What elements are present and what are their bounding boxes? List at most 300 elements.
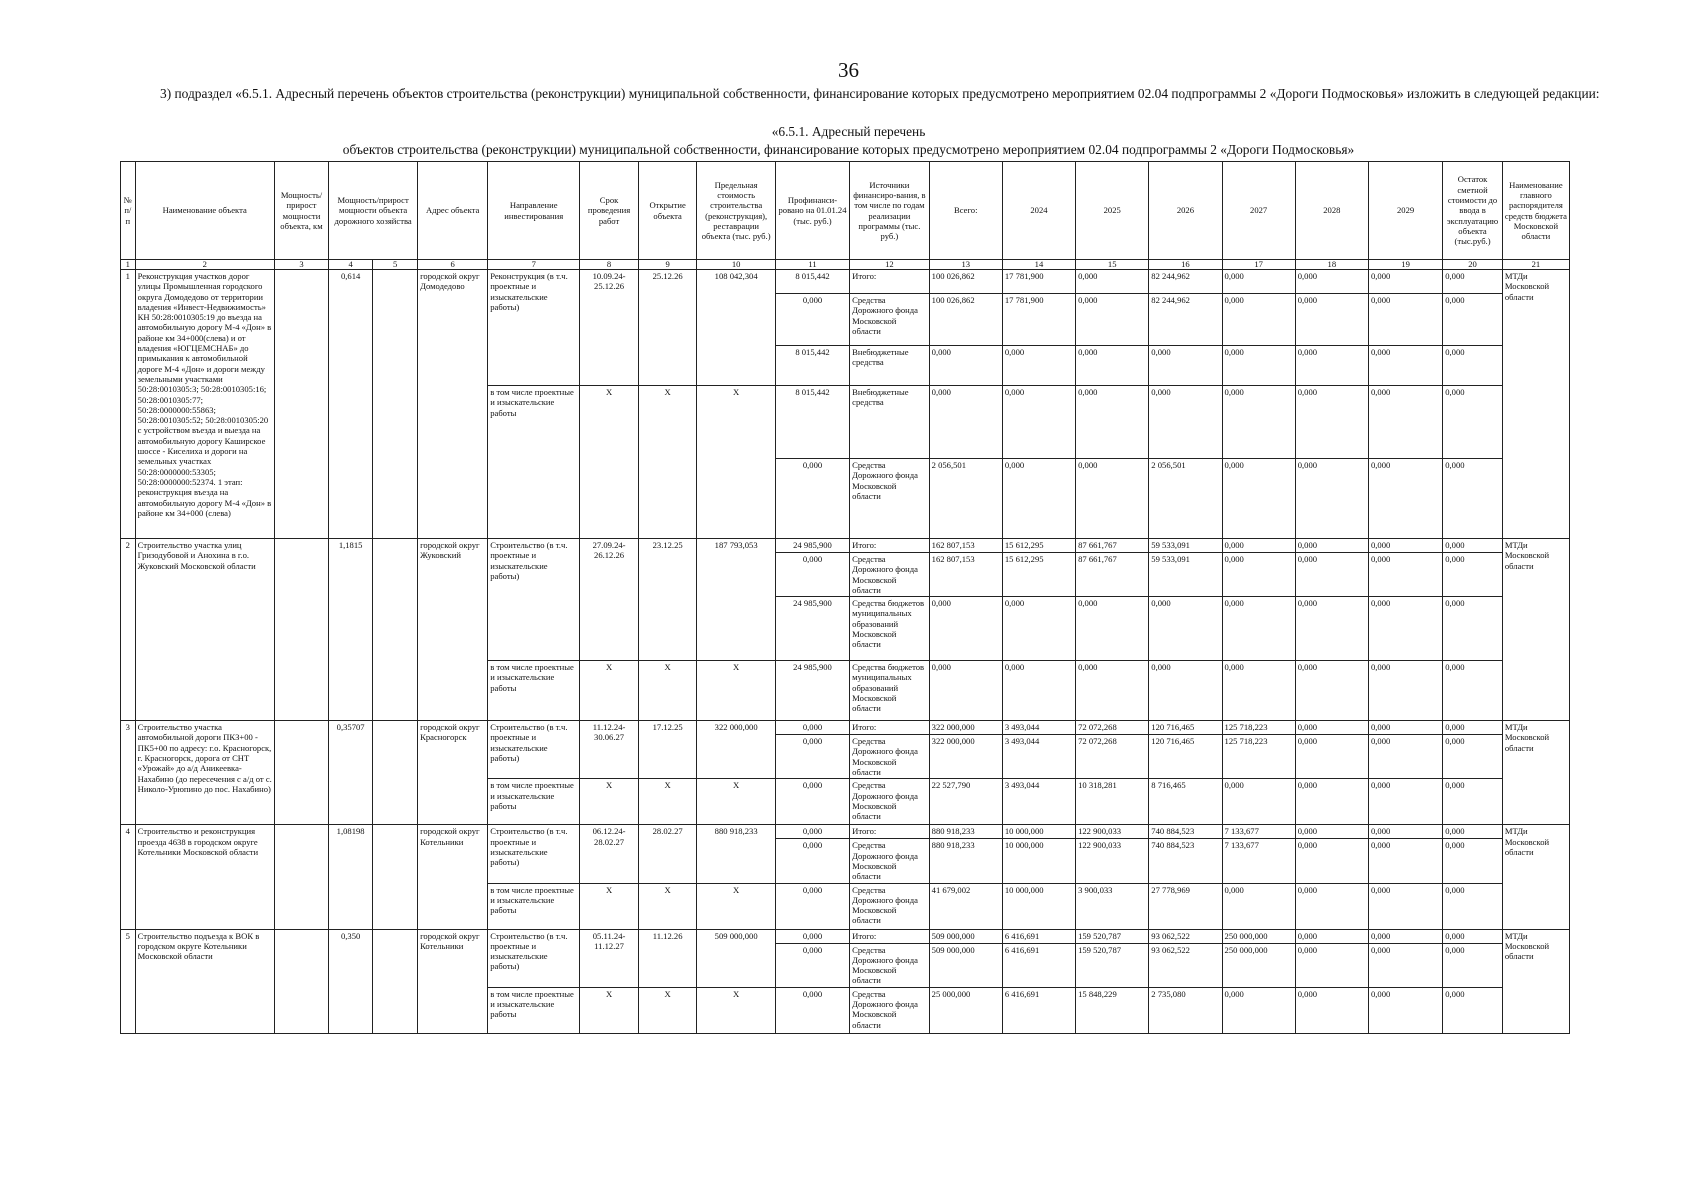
header-cell: № п/п — [121, 162, 136, 260]
amount-2025: 3 900,033 — [1076, 883, 1149, 929]
financed-amount: 0,000 — [775, 825, 849, 839]
financed-amount: 0,000 — [775, 779, 849, 825]
amount-2028: 0,000 — [1295, 597, 1368, 661]
remaining-cost: 0,000 — [1443, 943, 1503, 987]
header-cell: Срок проведения работ — [580, 162, 639, 260]
amount-2025: 0,000 — [1076, 459, 1149, 539]
amount-2027: 0,000 — [1222, 539, 1295, 553]
financed-amount: 0,000 — [775, 839, 849, 883]
financed-amount: 0,000 — [775, 735, 849, 779]
header-cell: Предельная стоимость строительства (реконструкция), реставрации объекта (тыс. руб.) — [697, 162, 775, 260]
amount-2028: 0,000 — [1295, 929, 1368, 943]
total-amount: 0,000 — [929, 386, 1002, 459]
amount-2024: 17 781,900 — [1002, 294, 1075, 346]
amount-2028: 0,000 — [1295, 779, 1368, 825]
total-amount: 162 807,153 — [929, 553, 1002, 597]
amount-2027: 0,000 — [1222, 987, 1295, 1033]
max-cost: 880 918,233 — [697, 825, 775, 883]
remaining-cost: 0,000 — [1443, 721, 1503, 735]
amount-2026: 0,000 — [1149, 346, 1222, 386]
column-number: 21 — [1502, 260, 1569, 270]
amount-2026: 0,000 — [1149, 386, 1222, 459]
budget-manager: МТДи Московской области — [1502, 539, 1569, 721]
header-cell: Наименование объекта — [135, 162, 274, 260]
object-opening: X — [638, 661, 697, 721]
column-number: 3 — [274, 260, 328, 270]
total-amount: 162 807,153 — [929, 539, 1002, 553]
object-opening: X — [638, 987, 697, 1033]
amount-2029: 0,000 — [1368, 721, 1442, 735]
amount-2028: 0,000 — [1295, 825, 1368, 839]
amount-2026: 0,000 — [1149, 661, 1222, 721]
funding-source: Итого: — [850, 721, 930, 735]
funding-source: Средства Дорожного фонда Московской области — [850, 294, 930, 346]
amount-2024: 10 000,000 — [1002, 883, 1075, 929]
amount-2025: 15 848,229 — [1076, 987, 1149, 1033]
amount-2024: 15 612,295 — [1002, 539, 1075, 553]
amount-2026: 93 062,522 — [1149, 943, 1222, 987]
header-cell: 2026 — [1149, 162, 1222, 260]
amount-2029: 0,000 — [1368, 929, 1442, 943]
amount-2029: 0,000 — [1368, 539, 1442, 553]
header-cell: 2024 — [1002, 162, 1075, 260]
total-amount: 880 918,233 — [929, 825, 1002, 839]
total-amount: 100 026,862 — [929, 270, 1002, 294]
column-number: 13 — [929, 260, 1002, 270]
intro-paragraph: 3) подраздел «6.5.1. Адресный перечень объектов строительства (реконструкции) муниципальной собственности, финансирование которых предусмотрено мероприятием 02.04 подпрограммы 2 «Дороги Подмосковья» изложить в следующей редакции: — [160, 86, 1600, 101]
investment-direction: Строительство (в т.ч. проектные и изыскательские работы) — [488, 929, 580, 987]
amount-2025: 0,000 — [1076, 597, 1149, 661]
table-row — [121, 270, 1570, 294]
column-number: 11 — [775, 260, 849, 270]
amount-2024: 6 416,691 — [1002, 987, 1075, 1033]
remaining-cost: 0,000 — [1443, 735, 1503, 779]
amount-2029: 0,000 — [1368, 735, 1442, 779]
object-capacity — [274, 721, 328, 825]
amount-2027: 0,000 — [1222, 883, 1295, 929]
remaining-cost: 0,000 — [1443, 661, 1503, 721]
financed-amount: 24 985,900 — [775, 661, 849, 721]
amount-2025: 72 072,268 — [1076, 735, 1149, 779]
total-amount: 322 000,000 — [929, 735, 1002, 779]
investment-direction: Строительство (в т.ч. проектные и изыскательские работы) — [488, 825, 580, 883]
object-capacity — [274, 539, 328, 721]
table-row — [121, 721, 1570, 735]
total-amount: 22 527,790 — [929, 779, 1002, 825]
amount-2024: 6 416,691 — [1002, 943, 1075, 987]
amount-2024: 10 000,000 — [1002, 825, 1075, 839]
amount-2024: 10 000,000 — [1002, 839, 1075, 883]
amount-2027: 0,000 — [1222, 459, 1295, 539]
remaining-cost: 0,000 — [1443, 987, 1503, 1033]
budget-manager: МТДи Московской области — [1502, 270, 1569, 539]
amount-2025: 159 520,787 — [1076, 929, 1149, 943]
amount-2028: 0,000 — [1295, 346, 1368, 386]
object-opening: 25.12.26 — [638, 270, 697, 386]
column-number: 12 — [850, 260, 930, 270]
page-number: 36 — [838, 58, 859, 82]
amount-2028: 0,000 — [1295, 539, 1368, 553]
financed-amount: 0,000 — [775, 294, 849, 346]
object-name: Строительство и реконструкция проезда 4638 в городском округе Котельники Московской области — [135, 825, 274, 929]
amount-2025: 0,000 — [1076, 346, 1149, 386]
column-number: 5 — [373, 260, 418, 270]
work-period: 27.09.24-26.12.26 — [580, 539, 639, 661]
total-amount: 2 056,501 — [929, 459, 1002, 539]
amount-2027: 125 718,223 — [1222, 721, 1295, 735]
road-capacity-extra — [373, 721, 418, 825]
financed-amount: 0,000 — [775, 459, 849, 539]
amount-2028: 0,000 — [1295, 721, 1368, 735]
amount-2028: 0,000 — [1295, 294, 1368, 346]
amount-2026: 120 716,465 — [1149, 735, 1222, 779]
total-amount: 322 000,000 — [929, 721, 1002, 735]
amount-2025: 87 661,767 — [1076, 539, 1149, 553]
amount-2026: 82 244,962 — [1149, 294, 1222, 346]
road-capacity: 1,1815 — [329, 539, 373, 721]
amount-2029: 0,000 — [1368, 270, 1442, 294]
budget-manager: МТДи Московской области — [1502, 929, 1569, 1033]
section-heading: «6.5.1. Адресный перечень — [771, 124, 926, 139]
header-cell: 2029 — [1368, 162, 1442, 260]
amount-2025: 10 318,281 — [1076, 779, 1149, 825]
total-amount: 509 000,000 — [929, 929, 1002, 943]
amount-2024: 3 493,044 — [1002, 779, 1075, 825]
amount-2025: 72 072,268 — [1076, 721, 1149, 735]
amount-2029: 0,000 — [1368, 597, 1442, 661]
row-number: 3 — [121, 721, 136, 825]
amount-2024: 0,000 — [1002, 346, 1075, 386]
amount-2029: 0,000 — [1368, 346, 1442, 386]
funding-source: Средства Дорожного фонда Московской области — [850, 839, 930, 883]
amount-2025: 122 900,033 — [1076, 839, 1149, 883]
amount-2029: 0,000 — [1368, 779, 1442, 825]
object-capacity — [274, 929, 328, 1033]
work-period: 06.12.24-28.02.27 — [580, 825, 639, 883]
amount-2025: 0,000 — [1076, 386, 1149, 459]
work-period: 10.09.24-25.12.26 — [580, 270, 639, 386]
financed-amount: 8 015,442 — [775, 270, 849, 294]
work-period: 05.11.24-11.12.27 — [580, 929, 639, 987]
amount-2026: 0,000 — [1149, 597, 1222, 661]
total-amount: 0,000 — [929, 661, 1002, 721]
amount-2026: 27 778,969 — [1149, 883, 1222, 929]
column-number: 15 — [1076, 260, 1149, 270]
amount-2027: 0,000 — [1222, 270, 1295, 294]
investment-direction: Реконструкция (в т.ч. проектные и изыскательские работы) — [488, 270, 580, 386]
budget-manager: МТДи Московской области — [1502, 825, 1569, 929]
funding-source: Средства Дорожного фонда Московской области — [850, 779, 930, 825]
remaining-cost: 0,000 — [1443, 539, 1503, 553]
financed-amount: 0,000 — [775, 929, 849, 943]
funding-source: Средства бюджетов муниципальных образований Московской области — [850, 597, 930, 661]
object-opening: X — [638, 779, 697, 825]
max-cost: X — [697, 779, 775, 825]
object-opening: X — [638, 883, 697, 929]
amount-2024: 15 612,295 — [1002, 553, 1075, 597]
object-name: Строительство участка улиц Гризодубовой и Анохина в г.о. Жуковский Московской области — [135, 539, 274, 721]
total-amount: 41 679,002 — [929, 883, 1002, 929]
investment-direction: в том числе проектные и изыскательские работы — [488, 987, 580, 1033]
total-amount: 880 918,233 — [929, 839, 1002, 883]
amount-2024: 3 493,044 — [1002, 721, 1075, 735]
total-amount: 509 000,000 — [929, 943, 1002, 987]
funding-source: Средства Дорожного фонда Московской области — [850, 943, 930, 987]
max-cost: X — [697, 661, 775, 721]
work-period: 11.12.24-30.06.27 — [580, 721, 639, 779]
header-cell: Всего: — [929, 162, 1002, 260]
amount-2026: 740 884,523 — [1149, 839, 1222, 883]
amount-2027: 0,000 — [1222, 346, 1295, 386]
amount-2029: 0,000 — [1368, 553, 1442, 597]
funding-source: Итого: — [850, 929, 930, 943]
amount-2028: 0,000 — [1295, 735, 1368, 779]
investment-direction: Строительство (в т.ч. проектные и изыскательские работы) — [488, 721, 580, 779]
amount-2029: 0,000 — [1368, 661, 1442, 721]
object-opening: 11.12.26 — [638, 929, 697, 987]
funding-source: Средства бюджетов муниципальных образований Московской области — [850, 661, 930, 721]
investment-direction: в том числе проектные и изыскательские работы — [488, 779, 580, 825]
remaining-cost: 0,000 — [1443, 839, 1503, 883]
funding-source: Итого: — [850, 270, 930, 294]
amount-2028: 0,000 — [1295, 943, 1368, 987]
amount-2026: 2 056,501 — [1149, 459, 1222, 539]
remaining-cost: 0,000 — [1443, 553, 1503, 597]
investment-direction: в том числе проектные и изыскательские работы — [488, 386, 580, 539]
amount-2025: 0,000 — [1076, 294, 1149, 346]
amount-2028: 0,000 — [1295, 459, 1368, 539]
amount-2029: 0,000 — [1368, 386, 1442, 459]
amount-2024: 6 416,691 — [1002, 929, 1075, 943]
object-opening: 23.12.25 — [638, 539, 697, 661]
funding-source: Средства Дорожного фонда Московской области — [850, 883, 930, 929]
section-subheading: объектов строительства (реконструкции) муниципальной собственности, финансирование которых предусмотрено мероприятием 02.04 подпрограммы 2 «Дороги Подмосковья» — [342, 142, 1355, 157]
investment-direction: в том числе проектные и изыскательские работы — [488, 883, 580, 929]
header-cell: 2027 — [1222, 162, 1295, 260]
investment-direction: Строительство (в т.ч. проектные и изыскательские работы) — [488, 539, 580, 661]
amount-2028: 0,000 — [1295, 270, 1368, 294]
amount-2025: 159 520,787 — [1076, 943, 1149, 987]
remaining-cost: 0,000 — [1443, 825, 1503, 839]
amount-2026: 93 062,522 — [1149, 929, 1222, 943]
header-cell: 2028 — [1295, 162, 1368, 260]
road-capacity-extra — [373, 270, 418, 539]
object-address: городской округ Котельники — [418, 929, 488, 1033]
max-cost: X — [697, 386, 775, 539]
object-address: городской округ Жуковский — [418, 539, 488, 721]
column-number: 20 — [1443, 260, 1503, 270]
amount-2026: 8 716,465 — [1149, 779, 1222, 825]
header-cell: 2025 — [1076, 162, 1149, 260]
total-amount: 0,000 — [929, 346, 1002, 386]
header-cell: Остаток сметной стоимости до ввода в эксплуатацию объекта (тыс.руб.) — [1443, 162, 1503, 260]
road-capacity: 0,614 — [329, 270, 373, 539]
object-capacity — [274, 825, 328, 929]
amount-2029: 0,000 — [1368, 883, 1442, 929]
funding-source: Средства Дорожного фонда Московской области — [850, 459, 930, 539]
remaining-cost: 0,000 — [1443, 597, 1503, 661]
remaining-cost: 0,000 — [1443, 779, 1503, 825]
work-period: X — [580, 779, 639, 825]
amount-2029: 0,000 — [1368, 943, 1442, 987]
work-period: X — [580, 883, 639, 929]
column-number: 9 — [638, 260, 697, 270]
column-number: 16 — [1149, 260, 1222, 270]
amount-2028: 0,000 — [1295, 987, 1368, 1033]
max-cost: X — [697, 883, 775, 929]
amount-2027: 250 000,000 — [1222, 929, 1295, 943]
column-number: 19 — [1368, 260, 1442, 270]
total-amount: 100 026,862 — [929, 294, 1002, 346]
object-opening: X — [638, 386, 697, 539]
amount-2027: 0,000 — [1222, 779, 1295, 825]
remaining-cost: 0,000 — [1443, 270, 1503, 294]
amount-2025: 87 661,767 — [1076, 553, 1149, 597]
amount-2027: 0,000 — [1222, 386, 1295, 459]
max-cost: 187 793,053 — [697, 539, 775, 661]
amount-2026: 82 244,962 — [1149, 270, 1222, 294]
object-name: Строительство участка автомобильной дороги ПКЗ+00 - ПК5+00 по адресу: г.о. Красногорск, г. Красногорск, дорога от СНТ «Урожай» до а/д Аникеевка-Нахабино (до пересечения с а/д от с. Николо-Урюпино до пос. Нахабино) — [135, 721, 274, 825]
amount-2026: 120 716,465 — [1149, 721, 1222, 735]
amount-2024: 0,000 — [1002, 386, 1075, 459]
amount-2026: 59 533,091 — [1149, 539, 1222, 553]
remaining-cost: 0,000 — [1443, 929, 1503, 943]
amount-2024: 17 781,900 — [1002, 270, 1075, 294]
amount-2026: 2 735,080 — [1149, 987, 1222, 1033]
work-period: X — [580, 661, 639, 721]
amount-2027: 7 133,677 — [1222, 839, 1295, 883]
table-row — [121, 929, 1570, 943]
road-capacity-extra — [373, 825, 418, 929]
amount-2028: 0,000 — [1295, 661, 1368, 721]
financed-amount: 0,000 — [775, 943, 849, 987]
header-cell: Направление инвестирования — [488, 162, 580, 260]
funding-source: Внебюджетные средства — [850, 386, 930, 459]
row-number: 4 — [121, 825, 136, 929]
amount-2027: 250 000,000 — [1222, 943, 1295, 987]
total-amount: 0,000 — [929, 597, 1002, 661]
total-amount: 25 000,000 — [929, 987, 1002, 1033]
amount-2029: 0,000 — [1368, 825, 1442, 839]
amount-2029: 0,000 — [1368, 294, 1442, 346]
financed-amount: 24 985,900 — [775, 539, 849, 553]
column-number: 17 — [1222, 260, 1295, 270]
funding-source: Внебюджетные средства — [850, 346, 930, 386]
funding-source: Средства Дорожного фонда Московской области — [850, 987, 930, 1033]
object-address: городской округ Котельники — [418, 825, 488, 929]
funding-source: Итого: — [850, 825, 930, 839]
column-number: 4 — [329, 260, 373, 270]
investment-direction: в том числе проектные и изыскательские работы — [488, 661, 580, 721]
remaining-cost: 0,000 — [1443, 294, 1503, 346]
budget-manager: МТДи Московской области — [1502, 721, 1569, 825]
header-cell: Мощность/прирост мощности объекта дорожного хозяйства — [329, 162, 418, 260]
column-number: 14 — [1002, 260, 1075, 270]
max-cost: 108 042,304 — [697, 270, 775, 386]
header-cell: Профинанси-ровано на 01.01.24 (тыс. руб.) — [775, 162, 849, 260]
road-capacity: 0,350 — [329, 929, 373, 1033]
amount-2026: 740 884,523 — [1149, 825, 1222, 839]
amount-2029: 0,000 — [1368, 459, 1442, 539]
object-address: городской округ Красногорск — [418, 721, 488, 825]
amount-2029: 0,000 — [1368, 987, 1442, 1033]
road-capacity: 0,35707 — [329, 721, 373, 825]
amount-2027: 7 133,677 — [1222, 825, 1295, 839]
amount-2028: 0,000 — [1295, 883, 1368, 929]
work-period: X — [580, 386, 639, 539]
remaining-cost: 0,000 — [1443, 883, 1503, 929]
amount-2028: 0,000 — [1295, 553, 1368, 597]
road-capacity: 1,08198 — [329, 825, 373, 929]
row-number: 5 — [121, 929, 136, 1033]
row-number: 2 — [121, 539, 136, 721]
column-number: 1 — [121, 260, 136, 270]
amount-2024: 0,000 — [1002, 661, 1075, 721]
amount-2027: 125 718,223 — [1222, 735, 1295, 779]
amount-2028: 0,000 — [1295, 386, 1368, 459]
road-capacity-extra — [373, 929, 418, 1033]
header-cell: Мощность/ прирост мощности объекта, км — [274, 162, 328, 260]
column-number: 7 — [488, 260, 580, 270]
funding-source: Средства Дорожного фонда Московской области — [850, 553, 930, 597]
financed-amount: 0,000 — [775, 987, 849, 1033]
max-cost: X — [697, 987, 775, 1033]
financed-amount: 0,000 — [775, 721, 849, 735]
column-number: 10 — [697, 260, 775, 270]
column-number: 18 — [1295, 260, 1368, 270]
column-number: 8 — [580, 260, 639, 270]
row-number: 1 — [121, 270, 136, 539]
object-capacity — [274, 270, 328, 539]
amount-2024: 0,000 — [1002, 459, 1075, 539]
funding-source: Средства Дорожного фонда Московской области — [850, 735, 930, 779]
financed-amount: 24 985,900 — [775, 597, 849, 661]
financed-amount: 8 015,442 — [775, 386, 849, 459]
table-body — [121, 270, 1570, 1034]
amount-2025: 122 900,033 — [1076, 825, 1149, 839]
address-list-table — [120, 161, 1570, 1034]
amount-2025: 0,000 — [1076, 661, 1149, 721]
object-name: Строительство подъезда к ВОК в городском округе Котельники Московской области — [135, 929, 274, 1033]
amount-2027: 0,000 — [1222, 294, 1295, 346]
amount-2026: 59 533,091 — [1149, 553, 1222, 597]
max-cost: 509 000,000 — [697, 929, 775, 987]
column-number: 2 — [135, 260, 274, 270]
column-number-row — [121, 260, 1570, 270]
amount-2027: 0,000 — [1222, 553, 1295, 597]
remaining-cost: 0,000 — [1443, 346, 1503, 386]
column-number: 6 — [418, 260, 488, 270]
financed-amount: 8 015,442 — [775, 346, 849, 386]
max-cost: 322 000,000 — [697, 721, 775, 779]
object-opening: 17.12.25 — [638, 721, 697, 779]
object-address: городской округ Домодедово — [418, 270, 488, 539]
amount-2029: 0,000 — [1368, 839, 1442, 883]
remaining-cost: 0,000 — [1443, 386, 1503, 459]
header-cell: Адрес объекта — [418, 162, 488, 260]
amount-2025: 0,000 — [1076, 270, 1149, 294]
financed-amount: 0,000 — [775, 883, 849, 929]
amount-2024: 0,000 — [1002, 597, 1075, 661]
header-cell: Наименование главного распорядителя средств бюджета Московской области — [1502, 162, 1569, 260]
work-period: X — [580, 987, 639, 1033]
header-cell: Источники финансиро-вания, в том числе по годам реализации программы (тыс. руб.) — [850, 162, 930, 260]
table-row — [121, 539, 1570, 553]
object-name: Реконструкция участков дорог улицы Промышленная городского округа Домодедово от территории владения «Инвест-Недвижимость» КН 50:28:0010305:19 до въезда на автомобильную дорогу М-4 «Дон» в районе км 34+000(слева) и от владения «ЮГЦЕМСНАБ» до примыкания к автомобильной дороге М-4 «Дон» и дороги между земельными участками 50:28:0010305:3; 50:28:0010305:16; 50:28:0010305:77; 50:28:0000000:55863; 50:28:0010305:52; 50:28:0010305:20 с устройством въезда и выезда на автомобильную дорогу Каширское шоссе - Киселиха и дороги на земельных участках 50:28:0000000:53305; 50:28:0000000:52374. 1 этап: реконструкция въезда на автомобильную дорогу М-4 «Дон» в районе км 34+000 (слева) — [135, 270, 274, 539]
financed-amount: 0,000 — [775, 553, 849, 597]
funding-source: Итого: — [850, 539, 930, 553]
amount-2024: 3 493,044 — [1002, 735, 1075, 779]
